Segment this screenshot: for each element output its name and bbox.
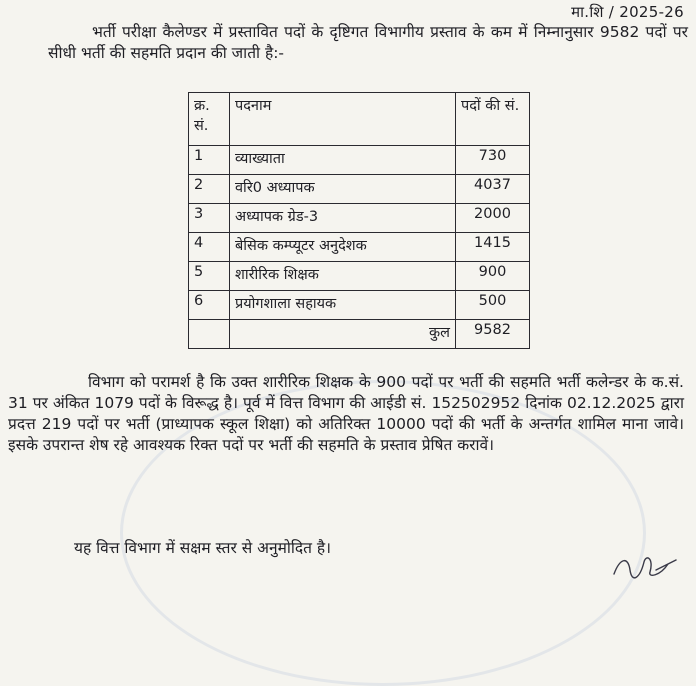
total-value: 9582 (456, 320, 530, 349)
row-serial: 1 (189, 146, 230, 175)
row-post-count: 4037 (456, 175, 530, 204)
row-serial: 6 (189, 291, 230, 320)
row-post-count: 730 (456, 146, 530, 175)
body-paragraph: विभाग को परामर्श है कि उक्त शारीरिक शिक्षक के 900 पदों पर भर्ती की सहमति भर्ती कलेन्डर के क.सं. 31 पर अंकित 1079 पदों के विरूद्ध है। पूर्व में वित्त विभाग की आईडी सं. 152502952 दिनांक 02.12.2025 द्वारा प्रदत्त 219 पदों पर भर्ती (प्राध्यापक स्कूल शिक्षा) को अतिरिक्त 10000 पदों की भर्ती के अन्तर्गत शामिल माना जावे। इसके उपरान्त शेष रहे आवश्यक रिक्त पदों पर भर्ती की सहमति के प्रस्ताव प्रेषित करावें। (8, 373, 684, 454)
total-label: कुल (230, 320, 456, 349)
table-row (189, 204, 530, 233)
reference-number: मा.शि / 2025-26 (571, 3, 684, 21)
closing-line: यह वित्त विभाग में सक्षम स्तर से अनुमोदित है। (74, 539, 331, 557)
table-row (189, 233, 530, 262)
row-serial: 2 (189, 175, 230, 204)
posts-table (188, 92, 530, 349)
table-row (189, 175, 530, 204)
header-post-name: पदनाम (230, 93, 456, 146)
row-serial: 4 (189, 233, 230, 262)
intro-paragraph: भर्ती परीक्षा कैलेण्डर में प्रस्तावित पदों के दृष्टिगत विभागीय प्रस्ताव के कम में निम्नानुसार 9582 पदों पर सीधी भर्ती की सहमति प्रदान की जाती है:- (48, 23, 688, 62)
row-post-name: व्याख्याता (230, 146, 456, 175)
header-post-count: पदों की सं. (456, 93, 530, 146)
row-post-name: बेसिक कम्प्यूटर अनुदेशक (230, 233, 456, 262)
total-empty-cell (189, 320, 230, 349)
row-post-name: शारीरिक शिक्षक (230, 262, 456, 291)
row-post-name: प्रयोगशाला सहायक (230, 291, 456, 320)
header-serial: क्र. सं. (189, 93, 230, 146)
table-row (189, 146, 530, 175)
table-header-row (189, 93, 530, 146)
table-row (189, 262, 530, 291)
row-post-name: अध्यापक ग्रेड-3 (230, 204, 456, 233)
row-post-count: 2000 (456, 204, 530, 233)
table-row (189, 291, 530, 320)
row-post-count: 1415 (456, 233, 530, 262)
row-post-name: वरि0 अध्यापक (230, 175, 456, 204)
row-serial: 5 (189, 262, 230, 291)
row-post-count: 500 (456, 291, 530, 320)
row-serial: 3 (189, 204, 230, 233)
row-post-count: 900 (456, 262, 530, 291)
table-total-row (189, 320, 530, 349)
